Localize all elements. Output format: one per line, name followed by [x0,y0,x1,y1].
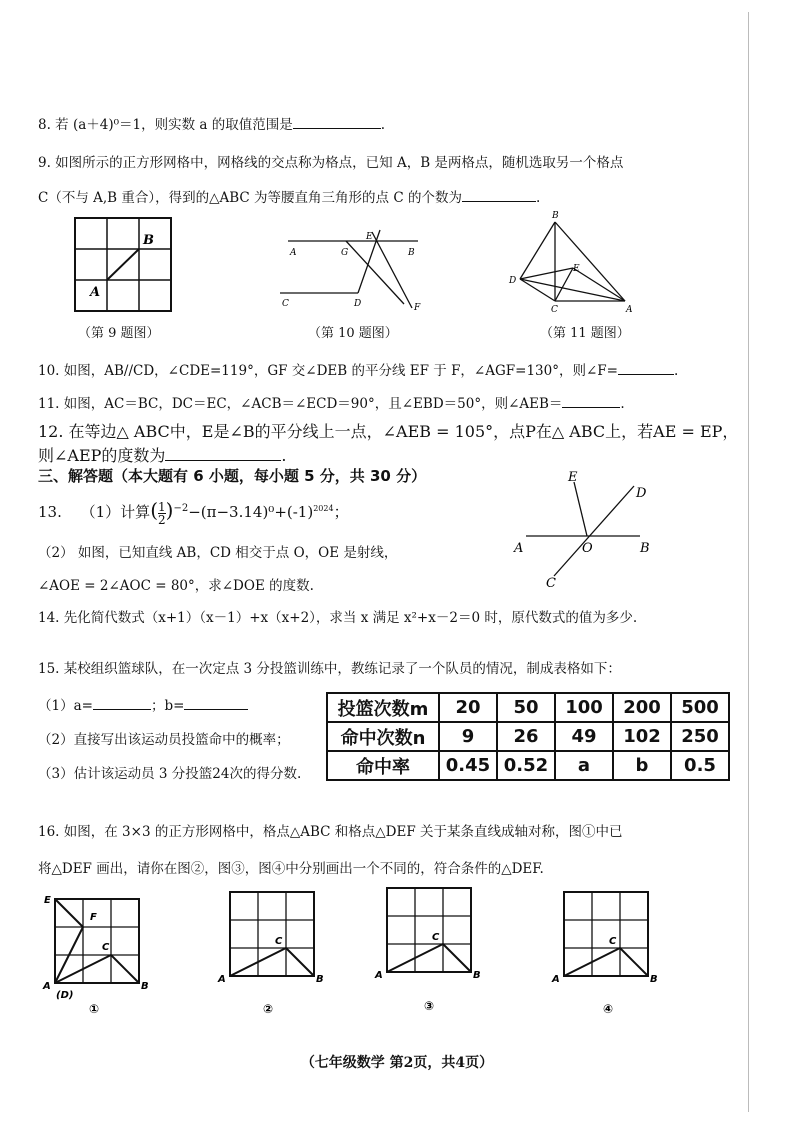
answer-blank-12[interactable] [165,460,281,461]
question-16-line1: 16. 如图，在 3×3 的正方形网格中，格点△ABC 和格点△DEF 关于某条直线成轴对称，图①中已 [38,824,623,840]
row-header: 命中率 [327,751,439,780]
answer-blank-8[interactable] [293,128,381,129]
question-9-line1: 9. 如图所示的正方形网格中，网格线的交点称为格点，已知 A，B 是两格点，随机选取另一个格点 [38,155,624,171]
row-header: 命中次数n [327,722,439,751]
question-11-text: 11. 如图，AC＝BC，DC＝EC，∠ACB＝∠ECD＝90°，且∠EBD＝50°，则∠AEB＝ [38,396,563,412]
answer-blank-10[interactable] [618,374,674,375]
label-d: D [636,486,647,501]
label-f: F [414,303,421,313]
question-9-line2 [38,186,540,206]
table-cell: 0.52 [497,751,555,780]
label-b: B [640,541,650,556]
label-a: A [218,974,226,985]
question-10-text: 10. 如图，AB//CD，∠CDE=119°，GF 交∠DEB 的平分线 EF 于 F，∠AGF=130°，则∠F= [38,363,618,379]
table-cell: b [613,751,671,780]
figure-16-1 [40,890,160,1020]
row-header: 投篮次数m [327,693,439,722]
table-cell: 250 [671,722,729,751]
label-a: A [552,974,560,985]
label-b: B [552,211,559,221]
label-c: C [102,942,110,953]
table-cell: 20 [439,693,497,722]
label-b: B [316,974,324,985]
label-f: F [90,912,97,923]
figure-9-caption: （第 9 题图） [78,326,160,341]
table-cell: 102 [613,722,671,751]
label-c: C [609,936,617,947]
period: . [380,117,386,133]
period: . [673,363,679,379]
question-9-text: C（不与 A,B 重合），得到的△ABC 为等腰直角三角形的点 C 的个数为 [38,190,462,206]
label-a: A [90,285,101,300]
figure-number: ③ [424,999,435,1013]
label-a-eq: （1）a= [38,698,93,714]
section-3-heading: 三、解答题（本大题有 6 小题，每小题 5 分，共 30 分） [38,467,427,485]
page-footer: （七年级数学 第2页，共4页） [300,1055,494,1071]
label-d: (D) [56,990,74,1001]
question-12-line2 [38,443,287,466]
answer-blank-b[interactable] [184,709,248,710]
table-cell: 100 [555,693,613,722]
question-13-part2-line1: （2） 如图，已知直线 AB，CD 相交于点 O，OE 是射线， [38,545,398,561]
shooting-stats-table [326,692,730,781]
question-14: 14. 先化简代数式（x+1）（x－1）+x（x+2），求当 x 满足 x²+x－2＝0 时，原代数式的值为多少. [38,610,638,626]
question-13-number: 13. [38,503,62,521]
question-12-line1: 12. 在等边△ ABC中，E是∠B的平分线上一点，∠AEB = 105°，点P在△ ABC上，若AE = EP， [38,422,739,441]
label-c: C [546,576,556,590]
label-a: A [514,541,524,556]
answer-blank-11[interactable] [562,407,620,408]
answer-blank-a[interactable] [93,709,151,710]
question-16-line2: 将△DEF 画出，请你在图②，图③，图④中分别画出一个不同的，符合条件的△DEF. [38,861,544,877]
table-cell: a [555,751,613,780]
label-a: A [375,970,383,981]
label-b: B [473,970,481,981]
label-c: C [551,305,558,315]
label-a: A [626,305,633,315]
question-8 [38,113,385,133]
label-b: B [408,248,415,258]
figure-13-diagram [512,468,672,590]
table-cell: 500 [671,693,729,722]
label-e: E [573,264,580,274]
question-13-part1-prefix: （1）计算 [80,503,151,521]
question-15-part3: （3）估计该运动员 3 分投篮24次的得分数. [38,766,302,782]
table-row [327,722,729,751]
question-15-part1 [38,694,248,714]
label-o: O [582,541,593,556]
label-d: D [354,299,362,309]
table-cell: 50 [497,693,555,722]
table-row [327,751,729,780]
question-13-part2-line2: ∠AOE = 2∠AOC = 80°，求∠DOE 的度数. [38,578,314,594]
figure-10-diagram [278,226,428,318]
question-13-part1: 13. （1）计算( $\frac{1}{2}$ )$^{-2}-(\pi-3.14)^0+(-1)^{2024}$； [38,498,349,527]
question-11 [38,392,625,412]
table-cell: 9 [439,722,497,751]
label-b: B [141,981,149,992]
table-cell: 0.45 [439,751,497,780]
figure-16-4 [549,880,669,1020]
label-e: E [366,232,373,242]
answer-blank-9[interactable] [462,201,536,202]
label-c: C [275,936,283,947]
question-10 [38,359,678,379]
figure-11-caption: （第 11 题图） [540,326,630,341]
period: . [535,190,541,206]
question-12-text: 则∠AEP的度数为 [38,446,166,465]
figure-16-2 [215,880,335,1020]
period: . [281,446,287,465]
figure-9-grid [70,214,180,314]
table-row [327,693,729,722]
figure-number: ② [263,1002,274,1016]
figure-number: ④ [603,1002,614,1016]
label-b: B [650,974,658,985]
question-8-text: 8. 若 (a＋4)⁰＝1，则实数 a 的取值范围是 [38,117,293,133]
label-e: E [568,470,578,485]
expression: −(π−3.14)⁰+(-1) [188,503,314,521]
figure-number: ① [89,1002,100,1016]
page-edge-line [748,12,749,1112]
table-cell: 200 [613,693,671,722]
table-cell: 0.5 [671,751,729,780]
figure-16-3 [372,876,492,1016]
label-a: A [43,981,51,992]
figure-10-caption: （第 10 题图） [308,326,398,341]
table-cell: 26 [497,722,555,751]
label-c: C [432,932,440,943]
label-d: D [509,276,517,286]
semicolon: ； [333,503,349,521]
label-c: C [282,299,289,309]
fraction-one-half: $\frac{1}{2}$ [158,499,166,527]
period: . [620,396,625,412]
exponent: −2 [173,503,189,514]
question-15-intro: 15. 某校组织篮球队，在一次定点 3 分投篮训练中，教练记录了一个队员的情况，制成表格如下： [38,661,621,677]
label-b: B [143,233,154,248]
label-g: G [341,248,349,258]
label-a: A [290,248,297,258]
figure-11-diagram [505,208,645,318]
label-b-eq: ；b= [150,698,185,714]
label-e: E [44,895,51,906]
exponent: 2024 [313,504,334,513]
table-cell: 49 [555,722,613,751]
question-15-part2: （2）直接写出该运动员投篮命中的概率； [38,732,290,748]
